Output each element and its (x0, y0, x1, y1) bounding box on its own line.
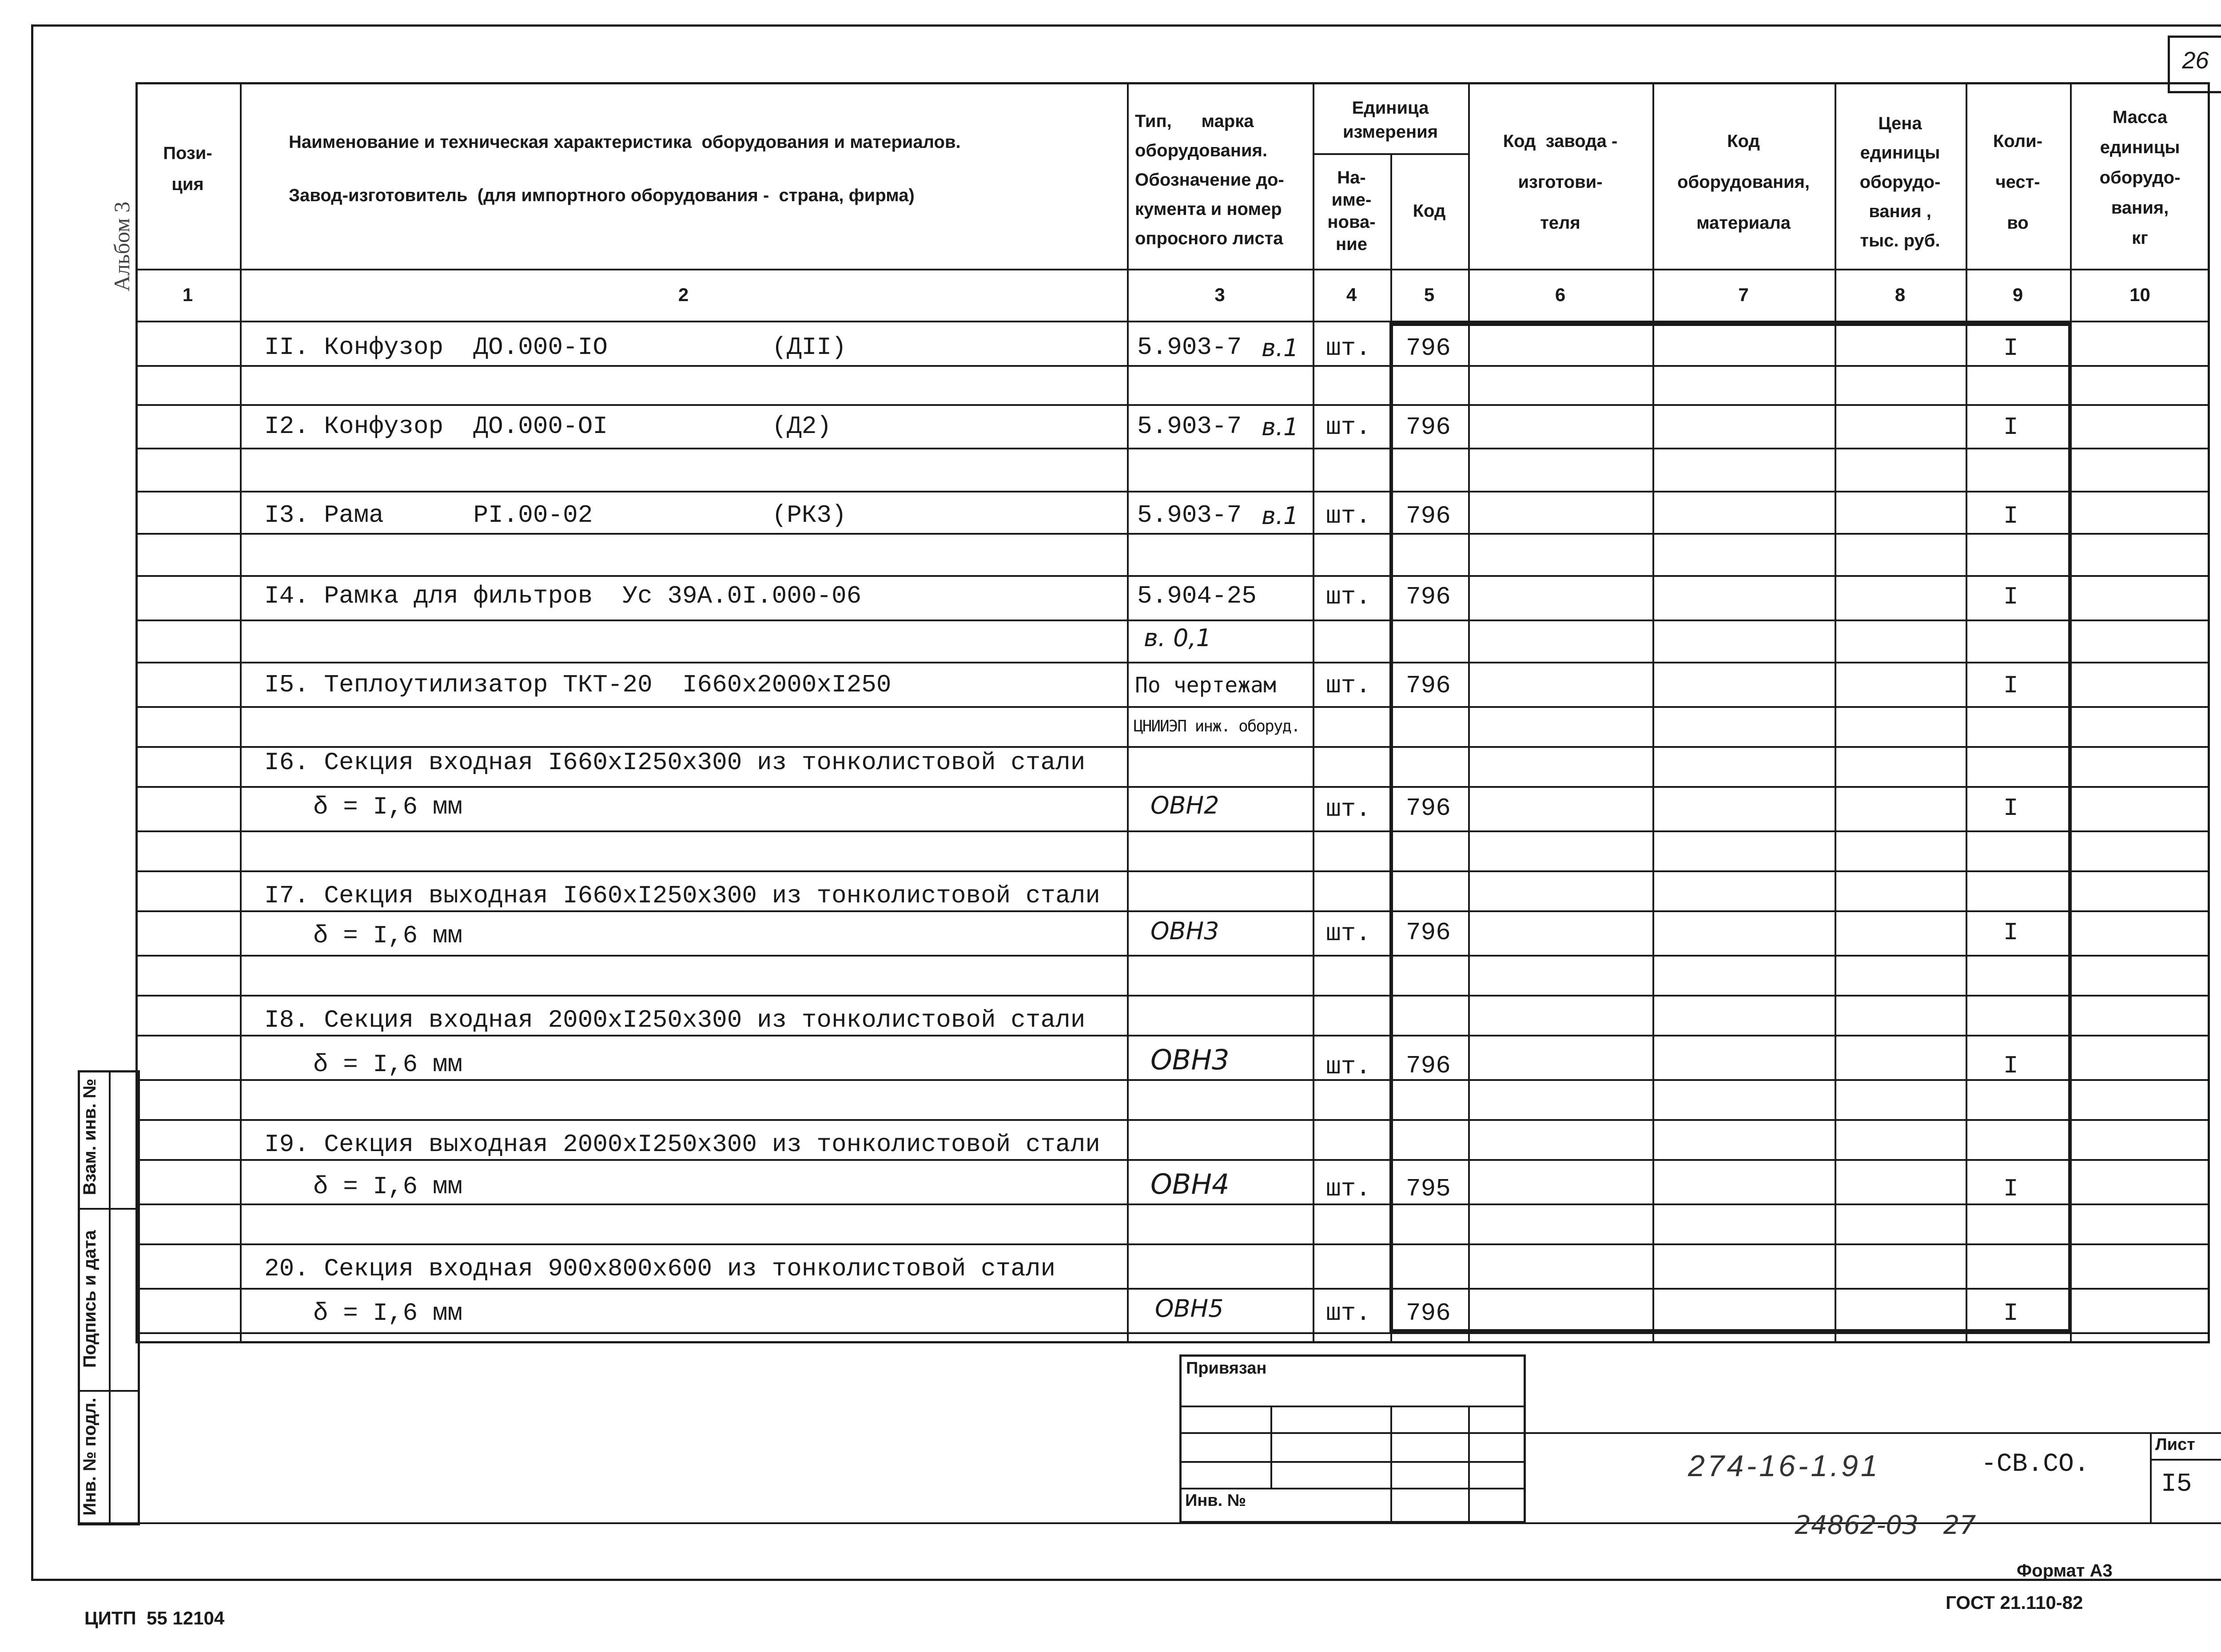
sheet-label: Лист (2155, 1435, 2195, 1454)
colno-5: 5 (1424, 284, 1435, 305)
row-19-unit: шт. (1326, 1175, 1371, 1203)
row-20-unit: шт. (1326, 1299, 1371, 1327)
header-type: Тип, марка оборудования. Обозначение до- кумента и номер опросного листа (1135, 111, 1284, 248)
row-13-unit: шт. (1326, 502, 1371, 530)
doc-code: 274-16-1.91 (1688, 1449, 1880, 1483)
row-15-code: 796 (1406, 671, 1451, 700)
colno-9: 9 (2012, 284, 2023, 305)
row-17-code: 796 (1406, 918, 1451, 947)
row-13-type-note: в.1 (1262, 502, 1299, 530)
row-20-name: 20. Секция входная 900x800x600 из тонколистовой стали (264, 1255, 1056, 1283)
row-16-name: I6. Секция входная I660xI250x300 из тонколистовой стали (264, 748, 1086, 777)
row-16-delta: δ = I,6 мм (313, 793, 463, 821)
row-13-qty: I (2003, 502, 2018, 530)
row-11-name: II. Конфузор ДО.000-IO (ДII) (264, 333, 847, 361)
row-15-type: По чертежам (1135, 673, 1276, 698)
colno-3: 3 (1214, 284, 1225, 305)
row-12-name: I2. Конфузор ДО.000-OI (Д2) (264, 412, 832, 441)
row-18-delta: δ = I,6 мм (313, 1050, 463, 1079)
row-17-unit: шт. (1326, 919, 1371, 948)
header-equipment-code: Код оборудования, материала (1677, 131, 1810, 233)
sheet-number: I5 (2161, 1470, 2192, 1499)
colno-8: 8 (1895, 284, 1906, 305)
row-17-delta: δ = I,6 мм (313, 921, 463, 950)
header-mass: Масса единицы оборудо- вания, кг (2099, 107, 2181, 248)
row-12-code: 796 (1406, 413, 1451, 441)
colno-1: 1 (182, 284, 193, 305)
row-13-name: I3. Рама PI.00-02 (РК3) (264, 501, 847, 529)
header-unit-name: На- име- нова- ние (1327, 168, 1376, 254)
header-position: Пози- ция (163, 143, 212, 194)
row-20-delta: δ = I,6 мм (313, 1299, 463, 1327)
row-18-type: ОВН3 (1150, 1044, 1230, 1076)
row-19-type: ОВН4 (1150, 1168, 1230, 1200)
colno-6: 6 (1555, 284, 1566, 305)
row-19-name: I9. Секция выходная 2000xI250x300 из тонколистовой стали (264, 1130, 1100, 1159)
row-20-type: ОВН5 (1155, 1295, 1224, 1322)
side-stamp-vzam: Взам. инв. № (80, 1078, 100, 1195)
header-name: Наименование и техническая характеристика оборудования и материалов. Завод-изготовитель (для импортного оборудования - страна, фирма) (289, 132, 961, 205)
doc-suffix: -СВ.СО. (1981, 1450, 2090, 1479)
colno-4: 4 (1346, 284, 1357, 305)
row-18-unit: шт. (1326, 1052, 1371, 1081)
row-15-type-note: ЦНИИЭП инж. оборуд. (1134, 717, 1300, 735)
header-quantity: Коли- чест- во (1993, 131, 2043, 233)
row-16-qty: I (2003, 794, 2018, 822)
side-stamp-inv: Инв. № подл. (80, 1398, 100, 1516)
colno-10: 10 (2129, 284, 2150, 305)
row-14-name: I4. Рамка для фильтров Ус 39А.0I.000-06 (264, 582, 862, 610)
privyazan-label: Привязан (1186, 1359, 1267, 1378)
citp-label: ЦИТП 55 12104 (84, 1608, 225, 1628)
row-15-unit: шт. (1326, 671, 1371, 700)
gost-label: ГОСТ 21.110-82 (1946, 1592, 2083, 1613)
row-12-type: 5.903-7 (1137, 412, 1242, 441)
row-12-qty: I (2003, 413, 2018, 441)
row-17-name: I7. Секция выходная I660xI250x300 из тонколистовой стали (264, 882, 1100, 910)
row-18-qty: I (2003, 1052, 2018, 1080)
row-11-code: 796 (1406, 334, 1451, 362)
row-19-delta: δ = I,6 мм (313, 1172, 463, 1201)
inv-no-label: Инв. № (1185, 1491, 1246, 1510)
row-13-code: 796 (1406, 502, 1451, 530)
archive-number: 24862-03 27 (1795, 1510, 1976, 1540)
row-11-qty: I (2003, 334, 2018, 362)
row-17-qty: I (2003, 918, 2018, 947)
row-20-qty: I (2003, 1299, 2018, 1327)
row-12-unit: шт. (1326, 413, 1371, 441)
row-12-type-note: в.1 (1262, 413, 1299, 441)
row-13-type: 5.903-7 (1137, 501, 1242, 529)
row-19-qty: I (2003, 1175, 2018, 1203)
row-20-code: 796 (1406, 1299, 1451, 1327)
row-14-qty: I (2003, 583, 2018, 611)
row-15-qty: I (2003, 671, 2018, 700)
colno-2: 2 (678, 284, 689, 305)
side-stamp-podpis: Подпись и дата (80, 1230, 100, 1368)
row-17-type: ОВН3 (1150, 917, 1219, 945)
format-label: Формат А3 (2017, 1561, 2113, 1581)
row-16-unit: шт. (1326, 795, 1371, 823)
row-19-code: 795 (1406, 1175, 1451, 1203)
row-18-code: 796 (1406, 1052, 1451, 1080)
row-14-type: 5.904-25 (1137, 582, 1257, 610)
row-11-type: 5.903-7 (1137, 333, 1242, 361)
header-unit-group: Единица измерения (1342, 98, 1438, 142)
header-unit-code: Код (1413, 201, 1446, 221)
row-15-name: I5. Теплоутилизатор ТКТ-20 I660x2000xI250 (264, 671, 892, 699)
row-11-type-note: в.1 (1262, 334, 1299, 362)
row-14-code: 796 (1406, 583, 1451, 611)
row-14-unit: шт. (1326, 583, 1371, 611)
header-price: Цена единицы оборудо- вания , тыс. руб. (1859, 114, 1941, 250)
corner-mark: 26 (2182, 47, 2209, 74)
row-16-type: ОВН2 (1150, 791, 1219, 819)
album-label: Альбом 3 (109, 201, 134, 292)
row-11-unit: шт. (1326, 334, 1371, 362)
colno-7: 7 (1738, 284, 1749, 305)
row-16-code: 796 (1406, 794, 1451, 822)
row-14-type-note: в. 0,1 (1144, 624, 1212, 652)
row-18-name: I8. Секция входная 2000xI250x300 из тонколистовой стали (264, 1006, 1086, 1034)
header-factory-code: Код завода - изготови- теля (1503, 131, 1618, 233)
